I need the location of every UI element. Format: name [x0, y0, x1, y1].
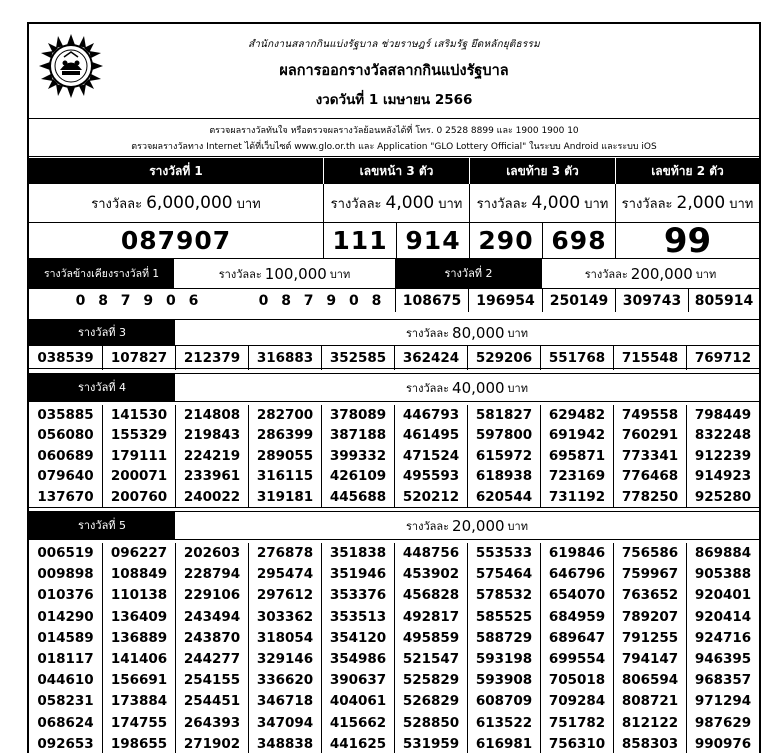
amount-prefix: รางวัลละ — [406, 326, 450, 340]
prize-number: 316883 — [248, 346, 321, 370]
prize-number: 629482 — [540, 405, 613, 425]
prize-number: 525829 — [394, 670, 467, 691]
second-prize-amount — [542, 258, 759, 288]
amount-value: 4,000 — [531, 193, 581, 213]
second-prize-number: 805914 — [688, 288, 759, 312]
agency-motto: สำนักงานสลากกินแบ่งรัฐบาล ช่วยราษฎร์ เสริมรัฐ ยึดหลักยุติธรรม — [248, 39, 540, 50]
prize-number: 378089 — [321, 405, 394, 425]
prize-number: 456828 — [394, 585, 467, 606]
last-two-amount — [615, 184, 759, 222]
prize-number: 778250 — [613, 487, 686, 507]
prize-number: 018117 — [37, 650, 94, 667]
prize-number: 789207 — [613, 607, 686, 628]
last-three-number: 290 — [469, 222, 542, 258]
prize-number: 615972 — [467, 446, 540, 466]
prize-number: 179111 — [102, 446, 175, 466]
prize-number: 520212 — [394, 487, 467, 507]
prize-number: 010376 — [37, 587, 94, 604]
prize-number: 014589 — [37, 629, 94, 646]
fifth-prize-header: รางวัลที่ 5 — [29, 511, 175, 539]
prize-number: 352585 — [321, 346, 394, 370]
prize-number: 593198 — [467, 649, 540, 670]
prize-number: 808721 — [613, 691, 686, 712]
prize-number: 441625 — [321, 734, 394, 753]
prize-number: 616981 — [467, 734, 540, 753]
prize-number: 551768 — [540, 346, 613, 370]
prize-number: 759967 — [613, 564, 686, 585]
prize-number: 415662 — [321, 713, 394, 734]
page-title: ผลการออกรางวัลสลากกินแบ่งรัฐบาล — [279, 63, 509, 79]
amount-prefix: รางวัลละ — [406, 381, 450, 395]
lottery-result-sheet — [27, 22, 761, 753]
prize-number: 271902 — [175, 734, 248, 753]
second-prize-number: 309743 — [615, 288, 688, 312]
side-prize-number: 0 8 7 9 0 8 — [249, 288, 395, 312]
prize-number: 297612 — [248, 585, 321, 606]
prize-number: 553533 — [467, 543, 540, 564]
prize-number: 578532 — [467, 585, 540, 606]
prize-number: 581827 — [467, 405, 540, 425]
prize-number: 709284 — [540, 691, 613, 712]
amount-value: 20,000 — [452, 516, 505, 535]
prize-number: 224219 — [175, 446, 248, 466]
third-prize-header: รางวัลที่ 3 — [29, 319, 175, 345]
prize-number: 529206 — [467, 346, 540, 370]
prize-number: 354120 — [321, 628, 394, 649]
prize-number: 990976 — [686, 734, 759, 753]
prize-number: 684959 — [540, 607, 613, 628]
last-three-header: เลขท้าย 3 ตัว — [469, 158, 615, 184]
prize-number: 471524 — [394, 446, 467, 466]
prize-number: 060689 — [37, 447, 94, 464]
prize-number: 575464 — [467, 564, 540, 585]
second-prize-number: 108675 — [395, 288, 468, 312]
prize-number: 233961 — [175, 466, 248, 486]
prize-number: 448756 — [394, 543, 467, 564]
prize-number: 044610 — [37, 672, 94, 689]
prize-number: 202603 — [175, 543, 248, 564]
second-prize-header: รางวัลที่ 2 — [395, 258, 542, 288]
prize-number: 699554 — [540, 649, 613, 670]
prize-number: 806594 — [613, 670, 686, 691]
amount-prefix: รางวัลละ — [91, 196, 143, 212]
prize-number: 200071 — [102, 466, 175, 486]
prize-number: 946395 — [686, 649, 759, 670]
amount-unit: บาท — [507, 326, 528, 340]
prize-number: 453902 — [394, 564, 467, 585]
side-prize-number: 0 8 7 9 0 6 — [29, 288, 249, 312]
prize-number: 108849 — [102, 564, 175, 585]
prize-number: 858303 — [613, 734, 686, 753]
prize-number: 141406 — [102, 649, 175, 670]
prize-number: 282700 — [248, 405, 321, 425]
prize-number: 492817 — [394, 607, 467, 628]
prize-number: 446793 — [394, 405, 467, 425]
prize-number: 691942 — [540, 425, 613, 445]
prize-number: 619846 — [540, 543, 613, 564]
prize-number: 597800 — [467, 425, 540, 445]
prize-number: 608709 — [467, 691, 540, 712]
prize-number: 318054 — [248, 628, 321, 649]
first-prize-amount — [29, 184, 323, 222]
front-three-amount — [323, 184, 469, 222]
prize-number: 760291 — [613, 425, 686, 445]
prize-number: 723169 — [540, 466, 613, 486]
last-two-header: เลขท้าย 2 ตัว — [615, 158, 759, 184]
info-internet-line: ตรวจผลรางวัลทาง Internet ได้ที่เว็บไซต์ www.glo.or.th และ Application "GLO Lottery Official" ในระบบ Android และระบบ iOS — [131, 142, 657, 152]
prize-number: 613522 — [467, 713, 540, 734]
last-three-number: 698 — [542, 222, 615, 258]
prize-number: 014290 — [37, 608, 94, 625]
amount-value: 80,000 — [452, 323, 505, 342]
prize-number: 319181 — [248, 487, 321, 507]
side-prize-amount — [174, 258, 395, 288]
prize-number: 243494 — [175, 607, 248, 628]
prize-number: 526829 — [394, 691, 467, 712]
prize-number: 354986 — [321, 649, 394, 670]
front-three-header: เลขหน้า 3 ตัว — [323, 158, 469, 184]
prize-number: 136409 — [102, 607, 175, 628]
prize-number: 585525 — [467, 607, 540, 628]
amount-unit: บาท — [329, 267, 351, 281]
prize-number: 749558 — [613, 405, 686, 425]
amount-value: 4,000 — [385, 193, 435, 213]
prize-number: 351946 — [321, 564, 394, 585]
prize-number: 769712 — [686, 346, 759, 370]
prize-number: 971294 — [686, 691, 759, 712]
prize-number: 110138 — [102, 585, 175, 606]
prize-number: 038539 — [37, 350, 94, 366]
fifth-prize-amount — [175, 511, 759, 539]
amount-prefix: รางวัลละ — [476, 196, 528, 212]
prize-number: 276878 — [248, 543, 321, 564]
prize-number: 200760 — [102, 487, 175, 507]
prize-number: 156691 — [102, 670, 175, 691]
first-prize-header: รางวัลที่ 1 — [29, 158, 323, 184]
prize-number: 593908 — [467, 670, 540, 691]
prize-number: 009898 — [37, 566, 94, 583]
second-prize-number: 250149 — [542, 288, 615, 312]
prize-number: 399332 — [321, 446, 394, 466]
fifth-prize-numbers — [29, 539, 759, 753]
prize-number: 763652 — [613, 585, 686, 606]
prize-number: 254155 — [175, 670, 248, 691]
prize-number: 137670 — [37, 488, 94, 505]
prize-number: 912239 — [686, 446, 759, 466]
prize-number: 620544 — [467, 487, 540, 507]
amount-prefix: รางวัลละ — [621, 196, 673, 212]
prize-number: 812122 — [613, 713, 686, 734]
prize-number: 654070 — [540, 585, 613, 606]
prize-number: 521547 — [394, 649, 467, 670]
fourth-prize-header: รางวัลที่ 4 — [29, 373, 175, 401]
amount-prefix: รางวัลละ — [584, 267, 628, 281]
prize-number: 229106 — [175, 585, 248, 606]
front-three-number: 111 — [323, 222, 396, 258]
amount-unit: บาท — [695, 267, 717, 281]
prize-number: 445688 — [321, 487, 394, 507]
prize-number: 925280 — [686, 487, 759, 507]
prize-number: 068624 — [37, 714, 94, 731]
prize-number: 351838 — [321, 543, 394, 564]
prize-number: 336620 — [248, 670, 321, 691]
prize-number: 920414 — [686, 607, 759, 628]
third-prize-amount — [175, 319, 759, 345]
prize-number: 968357 — [686, 670, 759, 691]
prize-number: 353513 — [321, 607, 394, 628]
prize-number: 214808 — [175, 405, 248, 425]
prize-number: 243870 — [175, 628, 248, 649]
prize-number: 689647 — [540, 628, 613, 649]
prize-number: 705018 — [540, 670, 613, 691]
prize-number: 096227 — [102, 543, 175, 564]
front-three-number: 914 — [396, 222, 469, 258]
prize-number: 058231 — [37, 693, 94, 710]
prize-number: 798449 — [686, 405, 759, 425]
draw-date: งวดวันที่ 1 เมษายน 2566 — [315, 92, 473, 108]
prize-number: 244277 — [175, 649, 248, 670]
prize-number: 695871 — [540, 446, 613, 466]
prize-number: 240022 — [175, 487, 248, 507]
prize-number: 924716 — [686, 628, 759, 649]
prize-number: 107827 — [102, 346, 175, 370]
prize-number: 198655 — [102, 734, 175, 753]
prize-number: 588729 — [467, 628, 540, 649]
prize-number: 056080 — [37, 427, 94, 444]
prize-number: 092653 — [37, 735, 94, 752]
prize-number: 756586 — [613, 543, 686, 564]
prize-number: 773341 — [613, 446, 686, 466]
prize-number: 155329 — [102, 425, 175, 445]
amount-prefix: รางวัลละ — [406, 519, 450, 533]
prize-number: 353376 — [321, 585, 394, 606]
result-check-info — [29, 119, 759, 157]
prize-number: 264393 — [175, 713, 248, 734]
prize-number: 219843 — [175, 425, 248, 445]
prize-number: 316115 — [248, 466, 321, 486]
amount-unit: บาท — [584, 196, 609, 212]
prize-number: 212379 — [175, 346, 248, 370]
prize-number: 791255 — [613, 628, 686, 649]
prize-number: 776468 — [613, 466, 686, 486]
amount-unit: บาท — [507, 519, 528, 533]
prize-number: 173884 — [102, 691, 175, 712]
prize-number: 228794 — [175, 564, 248, 585]
prize-number: 731192 — [540, 487, 613, 507]
prize-number: 141530 — [102, 405, 175, 425]
amount-prefix: รางวัลละ — [218, 267, 262, 281]
prize-number: 646796 — [540, 564, 613, 585]
amount-value: 200,000 — [630, 264, 693, 283]
sheet-header — [29, 24, 759, 119]
amount-value: 2,000 — [676, 193, 726, 213]
amount-value: 6,000,000 — [146, 193, 233, 213]
prize-number: 495859 — [394, 628, 467, 649]
prize-number: 987629 — [686, 713, 759, 734]
prize-number: 348838 — [248, 734, 321, 753]
prize-number: 289055 — [248, 446, 321, 466]
prize-number: 136889 — [102, 628, 175, 649]
last-three-amount — [469, 184, 615, 222]
prize-number: 715548 — [613, 346, 686, 370]
prize-number: 286399 — [248, 425, 321, 445]
amount-value: 100,000 — [264, 264, 327, 283]
prize-number: 426109 — [321, 466, 394, 486]
third-prize-numbers — [29, 345, 759, 369]
prize-number: 079640 — [37, 468, 94, 485]
amount-unit: บาท — [438, 196, 463, 212]
prize-number: 174755 — [102, 713, 175, 734]
amount-unit: บาท — [236, 196, 261, 212]
amount-prefix: รางวัลละ — [330, 196, 382, 212]
prize-number: 329146 — [248, 649, 321, 670]
prize-number: 869884 — [686, 543, 759, 564]
prize-number: 905388 — [686, 564, 759, 585]
amount-unit: บาท — [729, 196, 754, 212]
prize-number: 295474 — [248, 564, 321, 585]
amount-unit: บาท — [507, 381, 528, 395]
prize-number: 495593 — [394, 466, 467, 486]
last-two-number: 99 — [615, 222, 759, 258]
prize-number: 914923 — [686, 466, 759, 486]
prize-number: 390637 — [321, 670, 394, 691]
prize-number: 035885 — [37, 407, 94, 423]
prize-number: 347094 — [248, 713, 321, 734]
prize-number: 006519 — [37, 545, 94, 561]
prize-number: 303362 — [248, 607, 321, 628]
prize-number: 362424 — [394, 346, 467, 370]
prize-number: 618938 — [467, 466, 540, 486]
prize-number: 528850 — [394, 713, 467, 734]
prize-number: 254451 — [175, 691, 248, 712]
prize-number: 756310 — [540, 734, 613, 753]
fourth-prize-amount — [175, 373, 759, 401]
prize-number: 387188 — [321, 425, 394, 445]
prize-number: 794147 — [613, 649, 686, 670]
prize-number: 751782 — [540, 713, 613, 734]
prize-number: 461495 — [394, 425, 467, 445]
prize-number: 404061 — [321, 691, 394, 712]
amount-value: 40,000 — [452, 378, 505, 397]
fourth-prize-numbers — [29, 401, 759, 508]
prize-number: 920401 — [686, 585, 759, 606]
prize-number: 832248 — [686, 425, 759, 445]
prize-number: 531959 — [394, 734, 467, 753]
second-prize-number: 196954 — [468, 288, 542, 312]
prize-number: 346718 — [248, 691, 321, 712]
side-prize-header: รางวัลข้างเคียงรางวัลที่ 1 — [29, 258, 174, 288]
info-phone-line: ตรวจผลรางวัลทันใจ หรือตรวจผลรางวัลย้อนหลังได้ที่ โทร. 0 2528 8899 และ 1900 1900 10 — [209, 126, 579, 136]
first-prize-number: 087907 — [29, 222, 323, 258]
